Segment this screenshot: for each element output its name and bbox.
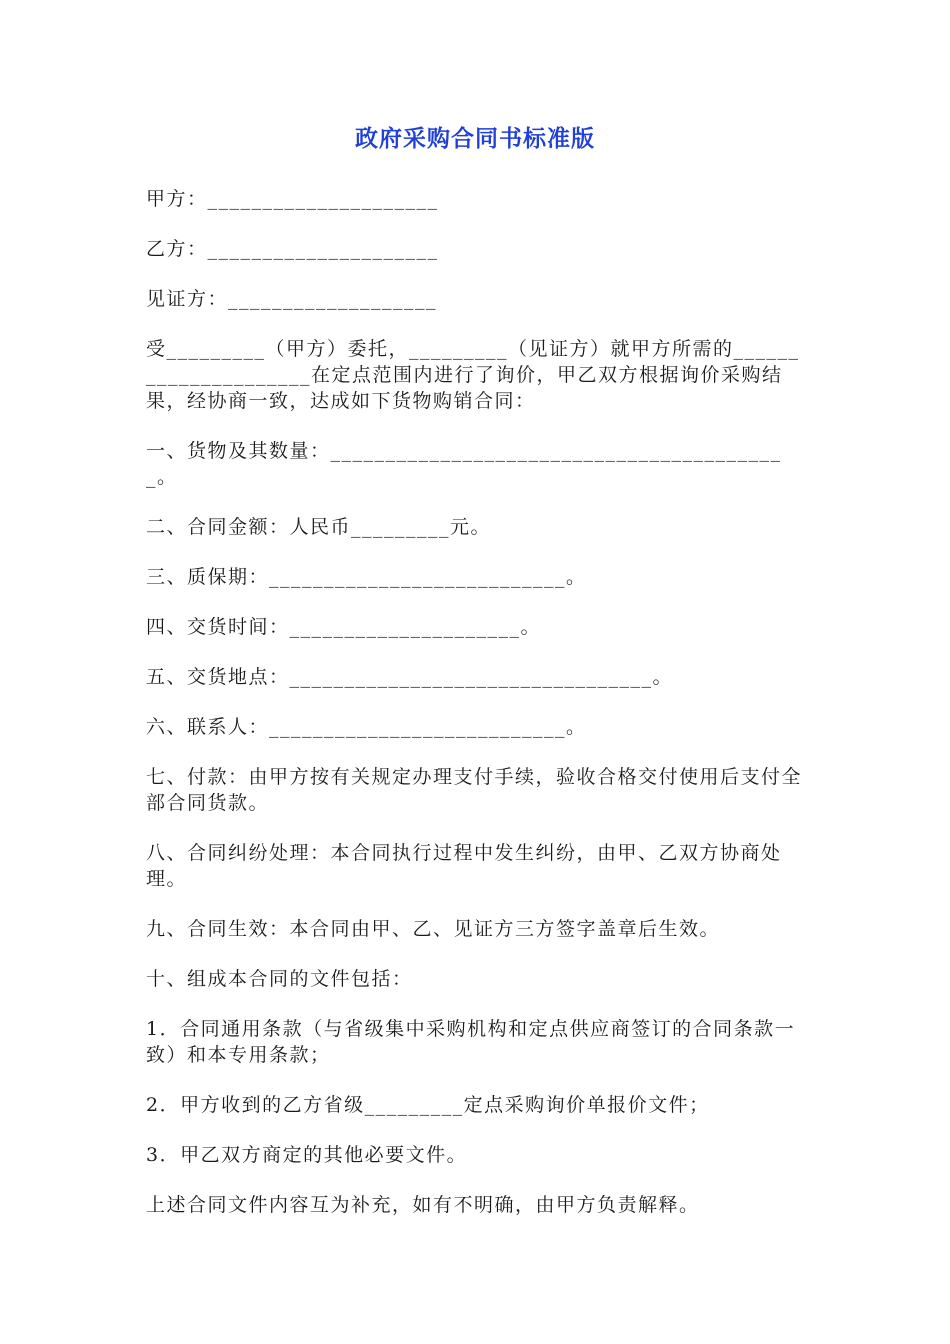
clause-effect: 九、合同生效：本合同由甲、乙、见证方三方签字盖章后生效。 xyxy=(146,918,721,940)
clause-payment: 七、付款：由甲方按有关规定办理支付手续，验收合格交付使用后支付全部合同货款。 xyxy=(146,766,803,814)
document-body xyxy=(146,186,808,1242)
party-b-line: 乙方：_____________________ xyxy=(146,238,439,260)
clause-warranty: 三、质保期：___________________________。 xyxy=(146,566,587,588)
clause-goods-quantity: 一、货物及其数量：__________________________________________。 xyxy=(146,440,782,488)
clause-dispute: 八、合同纠纷处理：本合同执行过程中发生纠纷，由甲、乙双方协商处理。 xyxy=(146,842,782,890)
document-item-1: 1．合同通用条款（与省级集中采购机构和定点供应商签订的合同条款一致）和本专用条款； xyxy=(146,1018,796,1066)
interpretation-paragraph: 上述合同文件内容互为补充，如有不明确，由甲方负责解释。 xyxy=(146,1194,700,1216)
witness-line: 见证方：___________________ xyxy=(146,288,438,310)
document-title: 政府采购合同书标准版 xyxy=(355,126,595,152)
document-item-3: 3．甲乙双方商定的其他必要文件。 xyxy=(146,1144,468,1166)
document-item-2: 2．甲方收到的乙方省级_________定点采购询价单报价文件； xyxy=(146,1094,710,1116)
clause-contract-amount: 二、合同金额：人民币_________元。 xyxy=(146,516,492,538)
party-a-line: 甲方：_____________________ xyxy=(146,188,439,210)
preamble-paragraph: 受_________（甲方）委托，_________（见证方）就甲方所需的_____________________在定点范围内进行了询价，甲乙双方根据询价采购结果，经协商一致，达成如下货物购销合同： xyxy=(146,338,800,412)
clause-contact-person: 六、联系人：___________________________。 xyxy=(146,716,587,738)
clause-delivery-place: 五、交货地点：_________________________________。 xyxy=(146,666,674,688)
clause-delivery-time: 四、交货时间：_____________________。 xyxy=(146,616,542,638)
clause-documents: 十、组成本合同的文件包括： xyxy=(146,968,413,990)
